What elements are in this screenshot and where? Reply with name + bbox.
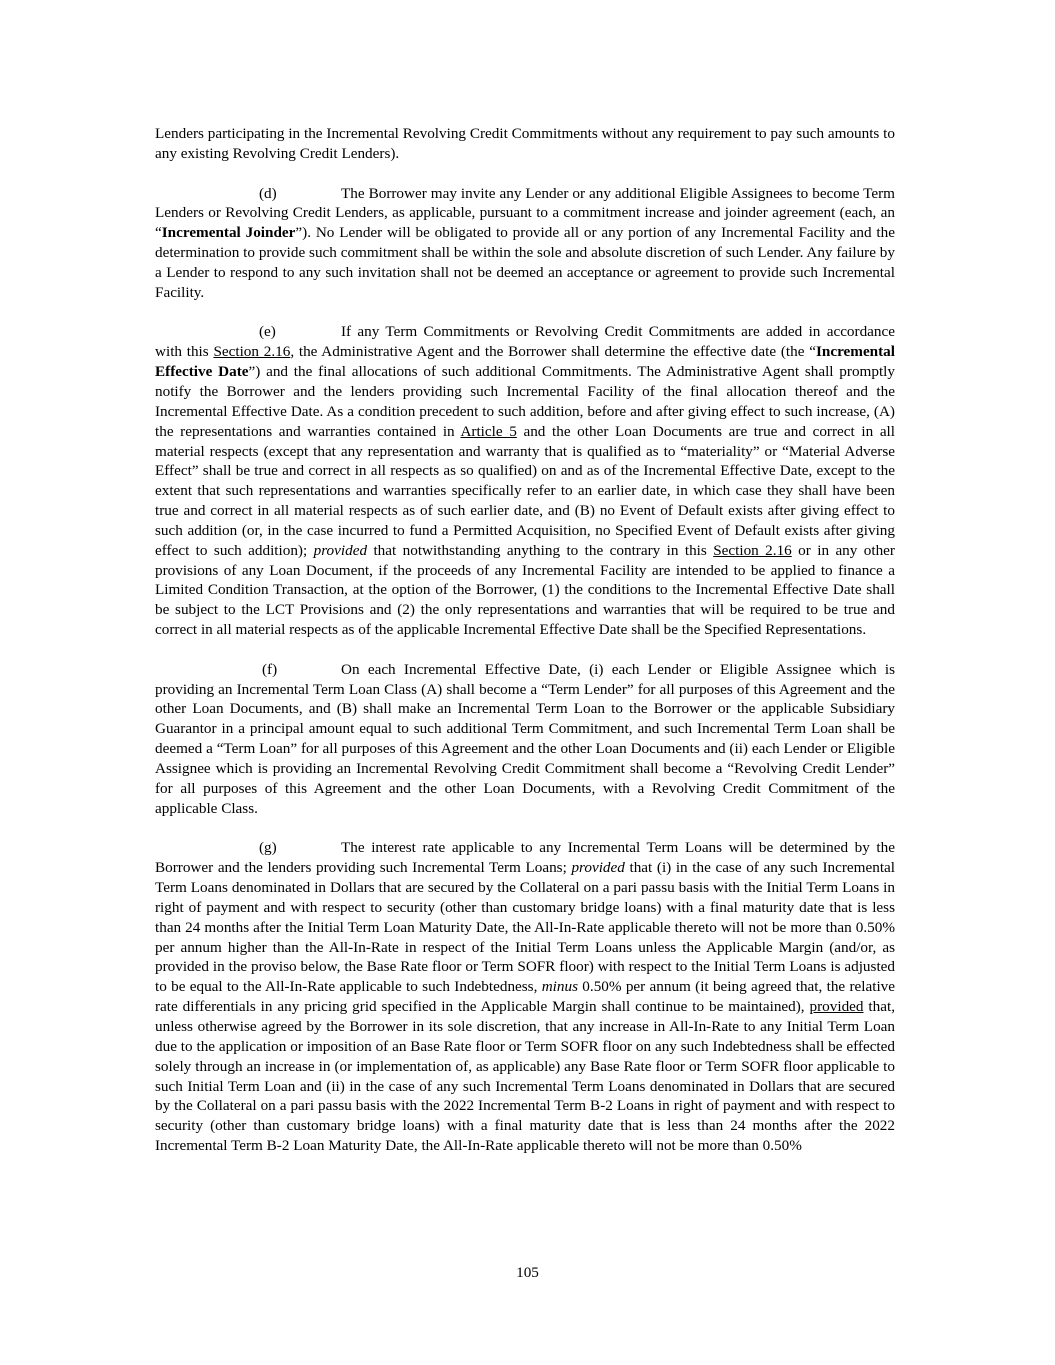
cross-reference: Article 5 [460,422,517,440]
body-text: that (i) in the case of any such Incremental Term Loans denominated in Dollars that are secured by the Collateral on a pari passu basis with the Initial Term Loans in right of payment and with respect to security (other than customary bridge loans) with a final maturity date that is less than 24 months after the Initial Term Loan Maturity Date, the All-In-Rate applicable thereto will not be more than 0.50% per annum higher than the All-In-Rate in respect of the Initial Term Loans unless the Applicable Margin (and/or, as provided in the proviso below, the Base Rate floor or Term SOFR floor) with respect to the Initial Term Loans is adjusted to be equal to the All-In-Rate applicable to such Indebtedness, [155,859,895,996]
paragraph-label: (e) [259,323,276,341]
body-text: If any Term Commitments or Revolving Credit Commitments are added in accordance with this [155,323,895,361]
body-text: , the Administrative Agent and the Borrower shall determine the effective date (the “ [290,343,816,361]
body-text: and the other Loan Documents are true and correct in all material respects (except that any representation and warranty that is qualified as to “materiality” or “Material Adverse Effect” shall be true and correct in all respects as so qualified) on and as of the Incremental Effective Date, except to the extent that such representations and warranties specifically refer to an earlier date, in which case they shall have been true and correct in all material respects as of such earlier date, and (B) no Event of Default exists after giving effect to such addition (or, in the case incurred to fund a Permitted Acquisition, no Specified Event of Default exists after giving effect to such addition); [155,422,895,559]
cross-reference: Section 2.16 [713,541,792,559]
paragraph-d [155,184,895,303]
continuation-paragraph: Lenders participating in the Incremental Revolving Credit Commitments without any requirement to pay such amounts to any existing Revolving Credit Lenders). [155,125,895,162]
body-text: ”). No Lender will be obligated to provide all or any portion of any Incremental Facility and the determination to provide such commitment shall be within the sole and absolute discretion of such Lender. Any failure by a Lender to respond to any such invitation shall not be deemed an acceptance or agreement to provide such Incremental Facility. [155,224,895,301]
defined-term: Incremental Effective Date [155,343,895,381]
emphasis-text: minus [541,978,578,996]
body-text: that notwithstanding anything to the contrary in this [367,541,714,559]
paragraph-e [155,322,895,640]
emphasis-text: provided [571,859,625,877]
paragraph-label: (g) [259,839,277,857]
page-number: 105 [516,1264,539,1281]
body-text: 0.50% per annum (it being agreed that, the relative rate differentials in any pricing grid specified in the Applicable Margin shall continue to be maintained), [155,978,896,1016]
body-text: that, unless otherwise agreed by the Borrower in its sole discretion, that any increase in All-In-Rate to any Initial Term Loan due to the application or imposition of an Base Rate floor or Term SOFR floor on any such Indebtedness shall be effected solely through an increase in (or implementation of, as applicable) any Base Rate floor or Term SOFR floor applicable to such Initial Term Loan and (ii) in the case of any such Incremental Term Loans denominated in Dollars that are secured by the Collateral on a pari passu basis with the 2022 Incremental Term B-2 Loans in right of payment and with respect to security (other than customary bridge loans) with a final maturity date that is less than 24 months after the 2022 Incremental Term B-2 Loan Maturity Date, the All-In-Rate applicable thereto will not be more than 0.50% [155,998,895,1155]
cross-reference: Section 2.16 [213,343,291,361]
body-text: The interest rate applicable to any Incremental Term Loans will be determined by the Borrower and the lenders providing such Incremental Term Loans; [155,839,895,877]
body-text: ”) and the final allocations of such additional Commitments. The Administrative Agent shall promptly notify the Borrower and the lenders providing such Incremental Facility of the final allocation thereof and the Incremental Effective Date. As a condition precedent to such addition, before and after giving effect to such increase, (A) the representations and warranties contained in [155,363,895,440]
cross-reference: provided [809,998,864,1016]
emphasis-text: provided [313,541,368,559]
document-body [155,124,895,1156]
body-text: On each Incremental Effective Date, (i) each Lender or Eligible Assignee which is providing an Incremental Term Loan Class (A) shall become a “Term Lender” for all purposes of this Agreement and the other Loan Documents, and (B) shall make an Incremental Term Loan to the Borrower or the applicable Subsidiary Guarantor in a principal amount equal to such additional Term Commitment, and such Incremental Term Loan shall be deemed a “Term Loan” for all purposes of this Agreement and the other Loan Documents and (ii) each Lender or Eligible Assignee which is providing an Incremental Revolving Credit Commitment shall become a “Revolving Credit Lender” for all purposes of this Agreement and the other Loan Documents, with a Revolving Credit Commitment of the applicable Class. [155,660,895,817]
paragraph-label: (d) [259,184,277,202]
paragraph-f [155,660,895,819]
paragraph-g [155,838,895,1156]
section-paragraphs [155,184,895,1156]
body-text: The Borrower may invite any Lender or any additional Eligible Assignees to become Term Lenders or Revolving Credit Lenders, as applicable, pursuant to a commitment increase and joinder agreement (each, an “ [155,184,895,242]
body-text: or in any other provisions of any Loan Document, if the proceeds of any Incremental Facility are intended to be applied to finance a Limited Condition Transaction, at the option of the Borrower, (1) the conditions to the Incremental Effective Date shall be subject to the LCT Provisions and (2) the only representations and warranties that will be required to be true and correct in all material respects as of the applicable Incremental Effective Date shall be the Specified Representations. [155,541,895,639]
defined-term: Incremental Joinder [161,224,296,242]
paragraph-label: (f) [262,660,278,678]
